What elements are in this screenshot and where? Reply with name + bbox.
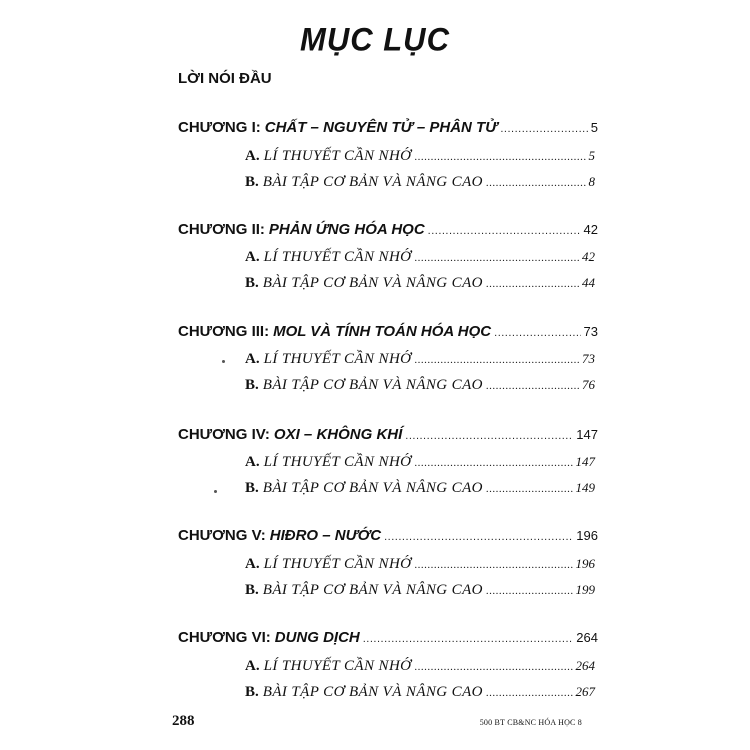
sub-title: BÀI TẬP CƠ BẢN VÀ NÂNG CAO: [262, 684, 483, 700]
page-title: MỤC LỤC: [300, 21, 450, 58]
toc-sub-b: [245, 375, 595, 395]
dot-leader: [486, 683, 573, 703]
toc-chapter-3: [178, 322, 598, 342]
sub-title: LÍ THUYẾT CẦN NHỚ: [263, 556, 412, 572]
toc-sub-a: [245, 452, 595, 472]
sub-title: BÀI TẬP CƠ BẢN VÀ NÂNG CAO: [262, 377, 483, 393]
toc-sub-b: [245, 682, 595, 702]
toc-preface: LỜI NÓI ĐẦU: [178, 70, 272, 87]
sub-title: BÀI TẬP CƠ BẢN VÀ NÂNG CAO: [262, 174, 483, 190]
toc-chapter-2: [178, 220, 598, 240]
sub-title: LÍ THUYẾT CẦN NHỚ: [263, 658, 412, 674]
sub-page: 149: [575, 480, 595, 495]
dot-leader: [486, 581, 573, 601]
sub-letter: B.: [245, 480, 259, 496]
toc-sub-b: [245, 172, 595, 192]
dot-leader: [414, 147, 585, 167]
sub-title: BÀI TẬP CƠ BẢN VÀ NÂNG CAO: [262, 582, 483, 598]
chapter-number: CHƯƠNG II:: [178, 221, 265, 238]
sub-title: BÀI TẬP CƠ BẢN VÀ NÂNG CAO: [262, 480, 483, 496]
dot-leader: [500, 119, 587, 139]
sub-letter: B.: [245, 684, 259, 700]
sub-letter: A.: [245, 351, 260, 367]
sub-letter: A.: [245, 148, 260, 164]
chapter-title: MOL VÀ TÍNH TOÁN HÓA HỌC: [273, 323, 492, 340]
sub-title: BÀI TẬP CƠ BẢN VÀ NÂNG CAO: [262, 275, 483, 291]
sub-title: LÍ THUYẾT CẦN NHỚ: [263, 249, 412, 265]
toc-sub-b: [245, 273, 595, 293]
toc-chapter-1: [178, 118, 598, 138]
toc-sub-a: [245, 656, 595, 676]
scan-speck: [214, 490, 217, 493]
chapter-title: DUNG DỊCH: [274, 629, 360, 646]
toc-sub-b: [245, 478, 595, 498]
sub-page: 42: [582, 249, 595, 264]
dot-leader: [384, 527, 573, 547]
sub-letter: A.: [245, 556, 260, 572]
chapter-number: CHƯƠNG V:: [178, 527, 266, 544]
sub-letter: B.: [245, 377, 259, 393]
sub-page: 44: [582, 275, 595, 290]
dot-leader: [405, 426, 573, 446]
sub-letter: A.: [245, 249, 260, 265]
sub-page: 147: [575, 454, 595, 469]
sub-page: 264: [575, 658, 595, 673]
chapter-page: 264: [576, 630, 598, 645]
chapter-page: 196: [576, 528, 598, 543]
sub-letter: A.: [245, 658, 260, 674]
dot-leader: [414, 453, 572, 473]
chapter-title: CHẤT – NGUYÊN TỬ – PHÂN TỬ: [264, 119, 498, 136]
dot-leader: [414, 657, 572, 677]
toc-sub-a: [245, 349, 595, 369]
scan-speck: [222, 360, 225, 363]
sub-letter: A.: [245, 454, 260, 470]
chapter-page: 73: [583, 324, 598, 339]
sub-page: 73: [582, 351, 595, 366]
dot-leader: [414, 248, 579, 268]
sub-page: 199: [575, 582, 595, 597]
sub-letter: B.: [245, 275, 259, 291]
sub-page: 8: [588, 174, 595, 189]
toc-sub-b: [245, 580, 595, 600]
dot-leader: [486, 173, 586, 193]
sub-letter: B.: [245, 174, 259, 190]
sub-page: 76: [582, 377, 595, 392]
toc-sub-a: [245, 247, 595, 267]
chapter-page: 5: [590, 120, 598, 135]
dot-leader: [486, 274, 579, 294]
chapter-number: CHƯƠNG I:: [178, 119, 261, 136]
dot-leader: [363, 629, 574, 649]
sub-title: LÍ THUYẾT CẦN NHỚ: [263, 351, 412, 367]
page-number: 288: [172, 713, 195, 729]
sub-page: 5: [588, 148, 595, 163]
sub-page: 196: [575, 556, 595, 571]
sub-letter: B.: [245, 582, 259, 598]
toc-sub-a: [245, 554, 595, 574]
dot-leader: [486, 376, 579, 396]
chapter-title: HIĐRO – NƯỚC: [269, 527, 382, 544]
sub-title: LÍ THUYẾT CẦN NHỚ: [263, 148, 412, 164]
chapter-number: CHƯƠNG VI:: [178, 629, 271, 646]
chapter-number: CHƯƠNG III:: [178, 323, 270, 340]
chapter-page: 147: [576, 427, 598, 442]
toc-chapter-6: [178, 628, 598, 648]
dot-leader: [486, 479, 573, 499]
chapter-number: CHƯƠNG IV:: [178, 426, 270, 443]
sub-page: 267: [575, 684, 595, 699]
dot-leader: [428, 221, 581, 241]
running-footer: 500 BT CB&NC HÓA HỌC 8: [479, 718, 582, 727]
chapter-title: OXI – KHÔNG KHÍ: [273, 426, 403, 443]
dot-leader: [414, 350, 579, 370]
dot-leader: [494, 323, 580, 343]
toc-chapter-4: [178, 425, 598, 445]
toc-chapter-5: [178, 526, 598, 546]
toc-sub-a: [245, 146, 595, 166]
chapter-page: 42: [583, 222, 598, 237]
dot-leader: [414, 555, 572, 575]
sub-title: LÍ THUYẾT CẦN NHỚ: [263, 454, 412, 470]
chapter-title: PHẢN ỨNG HÓA HỌC: [268, 221, 425, 238]
